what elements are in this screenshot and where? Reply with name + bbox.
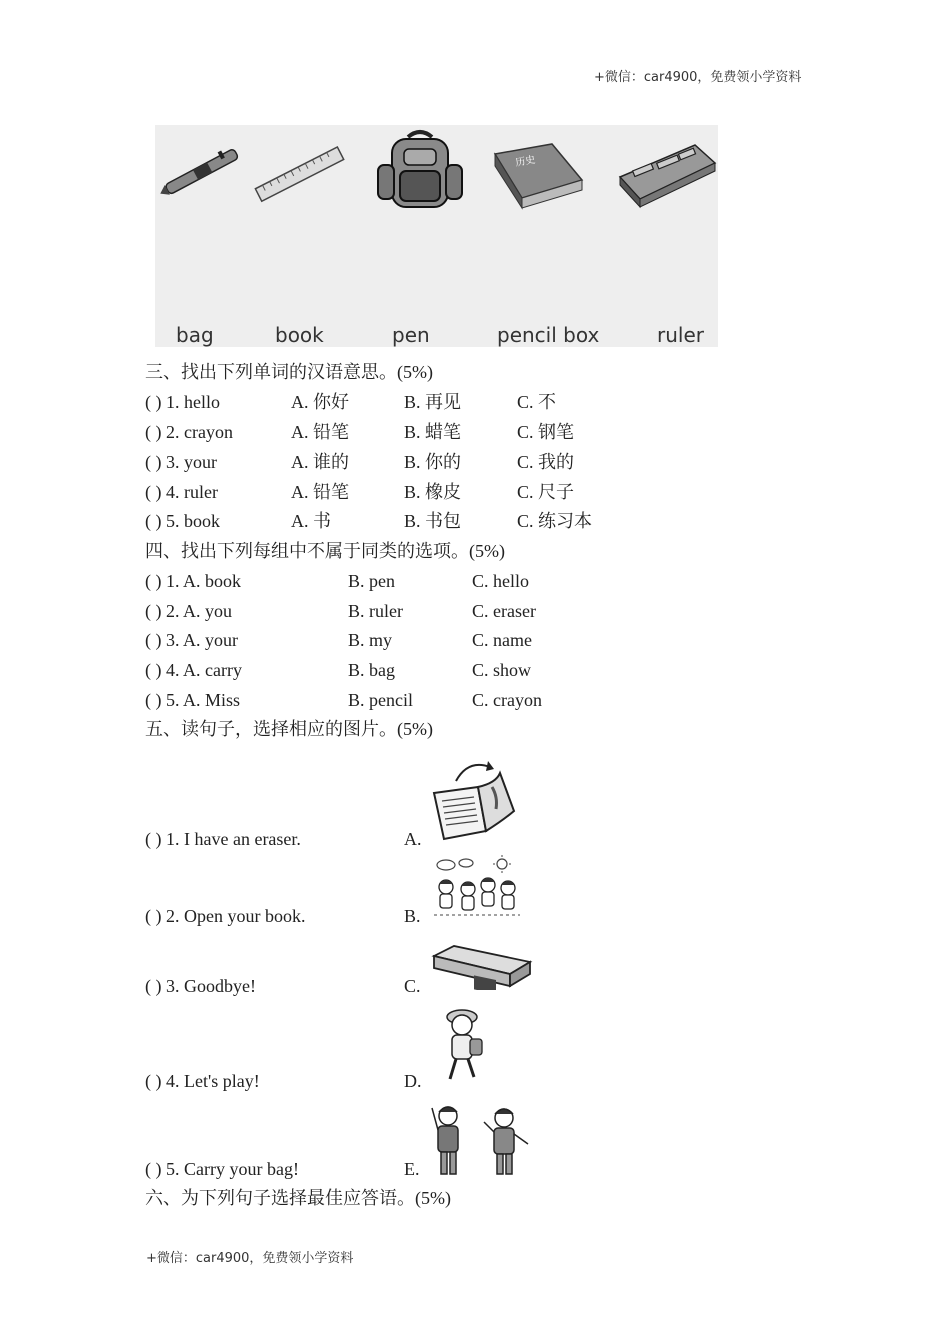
s3-q4-option-c: C. 尺子 [517,482,575,502]
watermark-top: +微信：car4900，免费领小学资料 [594,70,802,85]
s3-q5-option-a: A. 书 [291,511,331,531]
pencil-box-illustration [615,137,720,212]
s4-q3: ( ) 3. A. your [145,630,238,650]
s3-q3-option-a: A. 谁的 [291,452,349,472]
s3-q2-option-b: B. 蜡笔 [404,422,462,442]
s4-q2-option-c: C. eraser [472,601,536,621]
section3-title: 三、找出下列单词的汉语意思。(5%) [145,362,433,382]
s4-q4-option-c: C. show [472,660,532,680]
s5-q3: ( ) 3. Goodbye! [145,976,256,996]
s4-q4-option-b: B. bag [348,660,395,680]
section5-title: 五、读句子，选择相应的图片。(5%) [145,719,433,739]
s3-q3: ( ) 3. your [145,452,217,472]
s5-q4: ( ) 4. Let's play! [145,1071,260,1091]
s3-q2-option-c: C. 钢笔 [517,422,575,442]
children-playing-picture [430,855,522,920]
eraser-picture [430,942,534,990]
section6-title: 六、为下列句子选择最佳应答语。(5%) [145,1188,451,1208]
svg-text:历史: 历史 [514,154,537,169]
watermark-bottom: +微信：car4900，免费领小学资料 [146,1251,354,1266]
s5-option-b-label: B. [404,906,421,926]
s4-q4: ( ) 4. A. carry [145,660,242,680]
child-with-bag-picture [438,1003,490,1085]
s3-q1-option-b: B. 再见 [404,392,462,412]
book-illustration [490,140,590,215]
s4-q3-option-c: C. name [472,630,532,650]
s4-q5-option-b: B. pencil [348,690,413,710]
s5-q1: ( ) 1. I have an eraser. [145,829,301,849]
ruler-illustration [250,145,350,205]
s3-q1-option-c: C. 不 [517,392,557,412]
image-label-book: book [275,323,324,347]
school-items-image [155,125,718,347]
backpack-illustration [370,127,470,212]
s4-q3-option-b: B. my [348,630,393,650]
s4-q2: ( ) 2. A. you [145,601,232,621]
s5-option-e-label: E. [404,1159,420,1179]
s3-q1-option-a: A. 你好 [291,392,349,412]
s4-q5-option-c: C. crayon [472,690,542,710]
image-label-pen: pen [392,323,430,347]
image-label-pencil-box: pencil box [497,323,600,347]
s5-option-a-label: A. [404,829,422,849]
section4-title: 四、找出下列每组中不属于同类的选项。(5%) [145,541,505,561]
s3-q5-option-c: C. 练习本 [517,511,593,531]
s3-q3-option-c: C. 我的 [517,452,575,472]
s3-q4-option-a: A. 铅笔 [291,482,349,502]
s3-q5-option-b: B. 书包 [404,511,462,531]
image-label-bag: bag [176,323,214,347]
pen-illustration [155,140,250,205]
s3-q1: ( ) 1. hello [145,392,220,412]
s5-q5: ( ) 5. Carry your bag! [145,1159,299,1179]
s4-q1: ( ) 1. A. book [145,571,241,591]
s3-q5: ( ) 5. book [145,511,220,531]
s3-q4-option-b: B. 橡皮 [404,482,462,502]
s3-q2: ( ) 2. crayon [145,422,233,442]
s4-q1-option-b: B. pen [348,571,395,591]
image-label-ruler: ruler [657,323,704,347]
children-waving-picture [428,1098,536,1176]
open-book-picture [428,753,520,843]
s5-option-c-label: C. [404,976,421,996]
s4-q1-option-c: C. hello [472,571,529,591]
s5-q2: ( ) 2. Open your book. [145,906,306,926]
s3-q3-option-b: B. 你的 [404,452,462,472]
s4-q2-option-b: B. ruler [348,601,403,621]
s3-q2-option-a: A. 铅笔 [291,422,349,442]
s4-q5: ( ) 5. A. Miss [145,690,241,710]
s5-option-d-label: D. [404,1071,422,1091]
s3-q4: ( ) 4. ruler [145,482,218,502]
